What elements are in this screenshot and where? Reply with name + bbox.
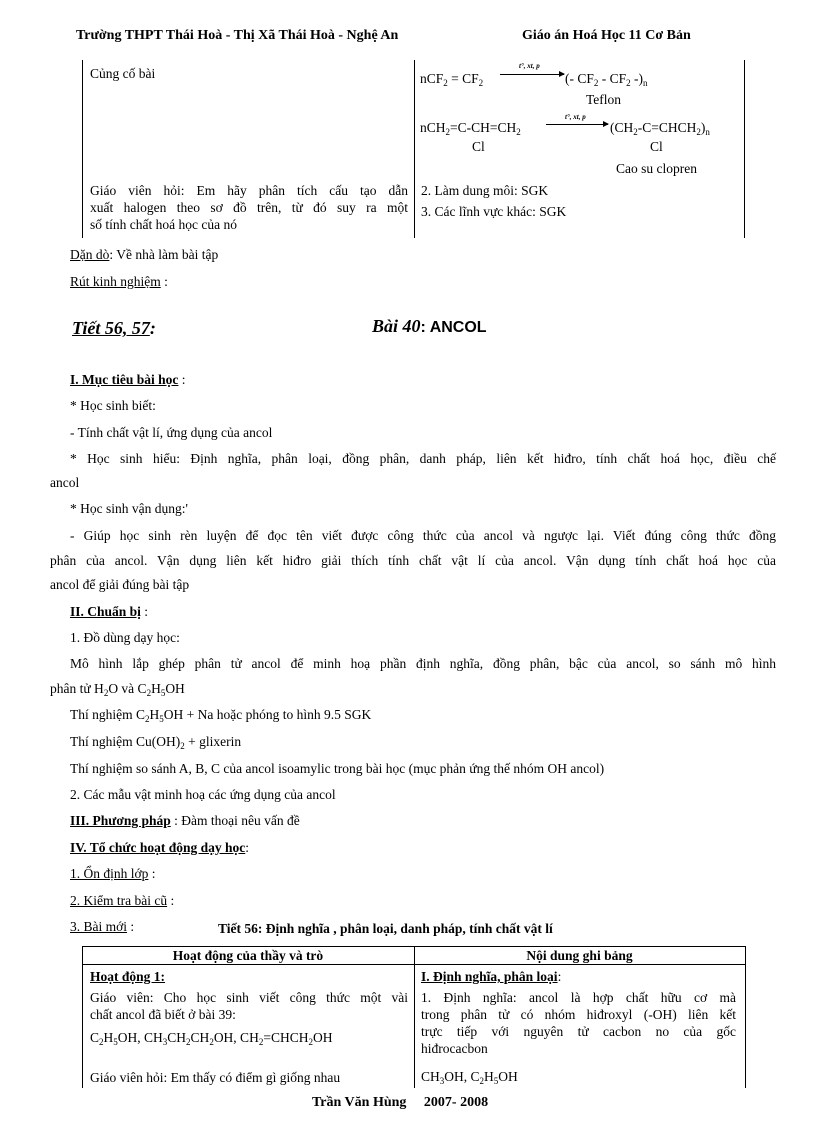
teflon-product: (- $CF_2 - CF_2$ $-)_n$: [565, 71, 648, 88]
chuan-bi-heading: II. Chuẩn bị :: [70, 604, 149, 619]
tiet56-heading: Tiết 56: Định nghĩa , phân loại, danh pháp, tính chất vật lí: [218, 921, 553, 936]
chuan-bi-line-6: Thí nghiệm so sánh A, B, C của ancol isoamylic trong bài học (mục phản ứng thế nhóm OH ancol): [70, 761, 605, 776]
dung-moi: 2. Làm dung môi: SGK: [421, 183, 549, 198]
to-chuc-heading: IV. Tổ chức hoạt động dạy học:: [70, 840, 250, 855]
chuan-bi-line-3: phân tử $H_2O$ và $C_2H_5OH$: [50, 681, 185, 698]
table-border-left: [82, 60, 83, 238]
gv2-line: Giáo viên hỏi: Em thấy có điểm gì giống nhau: [90, 1070, 341, 1085]
lesson-period: Tiết 56, 57:: [72, 318, 156, 338]
header-subject: Giáo án Hoá Học 11 Cơ Bản: [522, 28, 691, 43]
rut-kinh-nghiem: [70, 274, 168, 290]
chuan-bi-line-4: Thí nghiệm $C_2H_5OH + Na$ hoặc phóng to hình 9.5 SGK: [70, 707, 372, 724]
hoat-dong-1: Hoạt động 1:: [90, 969, 166, 984]
rkn-label: Rút kinh nghiệm: [70, 274, 161, 289]
rkn-text: :: [160, 274, 168, 289]
muc-tieu-line-2: - Tính chất vật lí, ứng dụng của ancol: [70, 425, 273, 440]
dn-line-4: hiđrocacbon: [421, 1041, 488, 1056]
muc-tieu-line-6: - Giúp học sinh rèn luyện để đọc tên viết được công thức của ancol và ngược lại. Viết đúng công thức đồng: [70, 528, 776, 543]
dan-do-text: : Về nhà làm bài tập: [109, 247, 219, 262]
dn-line-3: trực tiếp với nguyên tử cacbon no của gốc: [421, 1024, 736, 1039]
clopren-reactant: $nCH_2=C-CH=CH_2$: [420, 120, 521, 137]
chuan-bi-line-5: Thí nghiệm $Cu(OH)_2$ + glixerin: [70, 734, 242, 751]
muc-tieu-line-5: * Học sinh vận dụng:': [70, 501, 188, 516]
clopren-condition: t°, xt, p: [565, 113, 586, 121]
teflon-condition: t°, xt, p: [519, 62, 540, 70]
ancol-formulas: $C_2H_5OH$, $CH_3CH_2CH_2OH$, $CH_2=CHCH_2OH$: [90, 1030, 333, 1047]
t2-col1-header: Hoạt động của thầy và trò: [172, 948, 324, 963]
dn-line-2: trong phân tử có nhóm hiđroxyl (-OH) liên kết: [421, 1007, 736, 1022]
clopren-arrow: [546, 124, 608, 125]
dn-example: $CH_3OH$, $C_2H_5OH$: [421, 1069, 518, 1086]
gv-hoi-line-3: số tính chất hoá học của nó: [90, 217, 237, 232]
t2-right-border: [745, 946, 746, 1088]
header-school: Trường THPT Thái Hoà - Thị Xã Thái Hoà - Nghệ An: [76, 28, 399, 43]
dinh-nghia-heading: I. Định nghĩa, phân loại:: [421, 969, 562, 984]
muc-tieu-heading: I. Mục tiêu bài học :: [70, 372, 186, 387]
muc-tieu-line-1: * Học sinh biết:: [70, 398, 156, 413]
chuan-bi-line-7: 2. Các mẫu vật minh hoạ các ứng dụng của ancol: [70, 787, 336, 802]
footer: Trần Văn Hùng 2007- 2008: [312, 1095, 489, 1110]
t2-col2-header: Nội dung ghi bảng: [526, 948, 633, 963]
gv1-line-2: chất ancol đã biết ở bài 39:: [90, 1007, 236, 1022]
muc-tieu-line-7: phân của ancol. Vận dụng liên kết hiđro giải thích tính chất vật lí của ancol. Vận dụng tính chất hoá học của: [50, 553, 776, 568]
teflon-arrow: [500, 74, 564, 75]
cao-su-label: Cao su clopren: [616, 161, 697, 176]
lesson-title: Bài 40: ANCOL: [372, 316, 487, 336]
gv1-line-1: Giáo viên: Cho học sinh viết công thức một vài: [90, 990, 408, 1005]
muc-tieu-line-8: ancol để giải đúng bài tập: [50, 577, 190, 592]
teflon-reactant: $nCF_2 = CF_2$: [420, 71, 484, 88]
table-border-middle: [414, 60, 415, 238]
chuan-bi-line-2: Mô hình lắp ghép phân tử ancol để minh hoạ phần định nghĩa, đồng phân, bậc của ancol, so sánh mô hình: [70, 656, 776, 671]
cung-co-label: Củng cố bài: [90, 66, 156, 81]
cl-label-right: Cl: [650, 139, 663, 154]
dn-line-1: 1. Định nghĩa: ancol là hợp chất hữu cơ mà: [421, 990, 736, 1005]
t2-left-border: [82, 946, 83, 1088]
table-border-right: [744, 60, 745, 238]
gv-hoi-line-1: Giáo viên hỏi: Em hãy phân tích cấu tạo dẫn: [90, 183, 408, 198]
t2-mid-border: [414, 946, 415, 1088]
on-dinh-lop: 1. Ổn định lớp :: [70, 866, 156, 881]
muc-tieu-line-3: * Học sinh hiểu: Định nghĩa, phân loại, đồng phân, danh pháp, liên kết hiđro, tính chất hoá học, điều chế: [70, 451, 776, 466]
gv-hoi-line-2: xuất halogen theo sơ đồ trên, từ đó suy ra một: [90, 200, 408, 215]
teflon-label: Teflon: [586, 92, 622, 107]
clopren-product: $(CH_2-C=CHCH_2)_n$: [610, 120, 710, 137]
bai-moi: 3. Bài mới :: [70, 919, 135, 934]
kiem-tra-bai-cu: 2. Kiểm tra bài cũ :: [70, 893, 175, 908]
dan-do-label: Dặn dò: [70, 247, 110, 262]
phuong-phap: III. Phương pháp : Đàm thoại nêu vấn đề: [70, 813, 300, 828]
chuan-bi-line-1: 1. Đồ dùng dạy học:: [70, 630, 180, 645]
linh-vuc-khac: 3. Các lĩnh vực khác: SGK: [421, 204, 567, 219]
cl-label-left: Cl: [472, 139, 485, 154]
muc-tieu-line-4: ancol: [50, 475, 80, 490]
dan-do: [70, 247, 218, 263]
